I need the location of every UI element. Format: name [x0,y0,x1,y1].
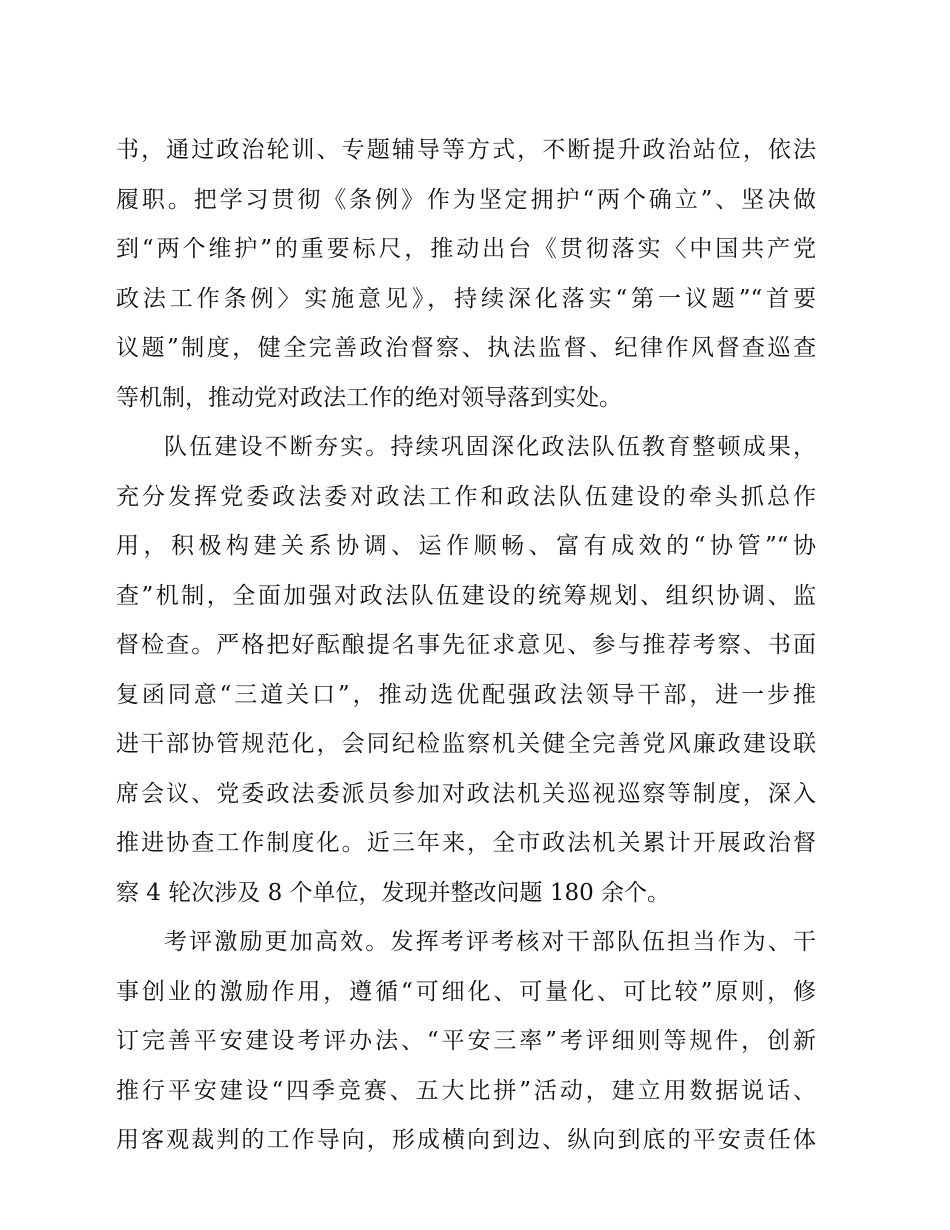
text-line: 察 4 轮次涉及 8 个单位，发现并整改问题 180 余个。 [116,879,671,906]
text-line: 推进协查工作制度化。近三年来，全市政法机关累计开展政治督 [116,830,816,856]
text-line: 等机制，推动党对政法工作的绝对领导落到实处。 [116,384,622,411]
text-line: 履职。把学习贯彻《条例》作为坚定拥护“两个确立”、坚决做 [116,186,816,213]
text-line: 考评激励更加高效。发挥考评考核对干部队伍担当作为、干 [164,929,816,955]
text-line: 查”机制，全面加强对政法队伍建设的统筹规划、组织协调、监 [116,582,816,609]
text-line: 到“两个维护”的重要标尺，推动出台《贯彻落实〈中国共产党 [116,236,816,262]
text-line: 政法工作条例〉实施意见》，持续深化落实“第一议题”“首要 [116,285,816,312]
body-text [116,126,816,1166]
text-line: 充分发挥党委政法委对政法工作和政法队伍建设的牵头抓总作 [116,483,816,510]
text-line: 进干部协管规范化，会同纪检监察机关健全完善党风廉政建设联 [116,731,816,757]
text-line: 议题”制度，健全完善政治督察、执法监督、纪律作风督查巡查 [116,335,816,361]
text-line: 用客观裁判的工作导向，形成横向到边、纵向到底的平安责任体 [116,1127,816,1153]
text-line: 用，积极构建关系协调、运作顺畅、富有成效的“协管”“协 [116,533,816,559]
text-line: 复函同意“三道关口”，推动选优配强政法领导干部，进一步推 [116,681,816,708]
text-line: 队伍建设不断夯实。持续巩固深化政法队伍教育整顿成果， [164,434,816,460]
text-line: 事创业的激励作用，遵循“可细化、可量化、可比较”原则，修 [116,978,816,1005]
text-line: 书，通过政治轮训、专题辅导等方式，不断提升政治站位，依法 [116,137,816,163]
paragraph-team-building [116,423,816,918]
text-line: 推行平安建设“四季竞赛、五大比拼”活动，建立用数据说话、 [116,1077,816,1104]
text-line: 订完善平安建设考评办法、“平安三率”考评细则等规件，创新 [116,1028,816,1054]
paragraph-evaluation-incentive [116,918,816,1166]
paragraph-political-leadership [116,126,816,423]
text-line: 督检查。严格把好酝酿提名事先征求意见、参与推荐考察、书面 [116,632,816,658]
text-line: 席会议、党委政法委派员参加对政法机关巡视巡察等制度，深入 [116,780,816,807]
